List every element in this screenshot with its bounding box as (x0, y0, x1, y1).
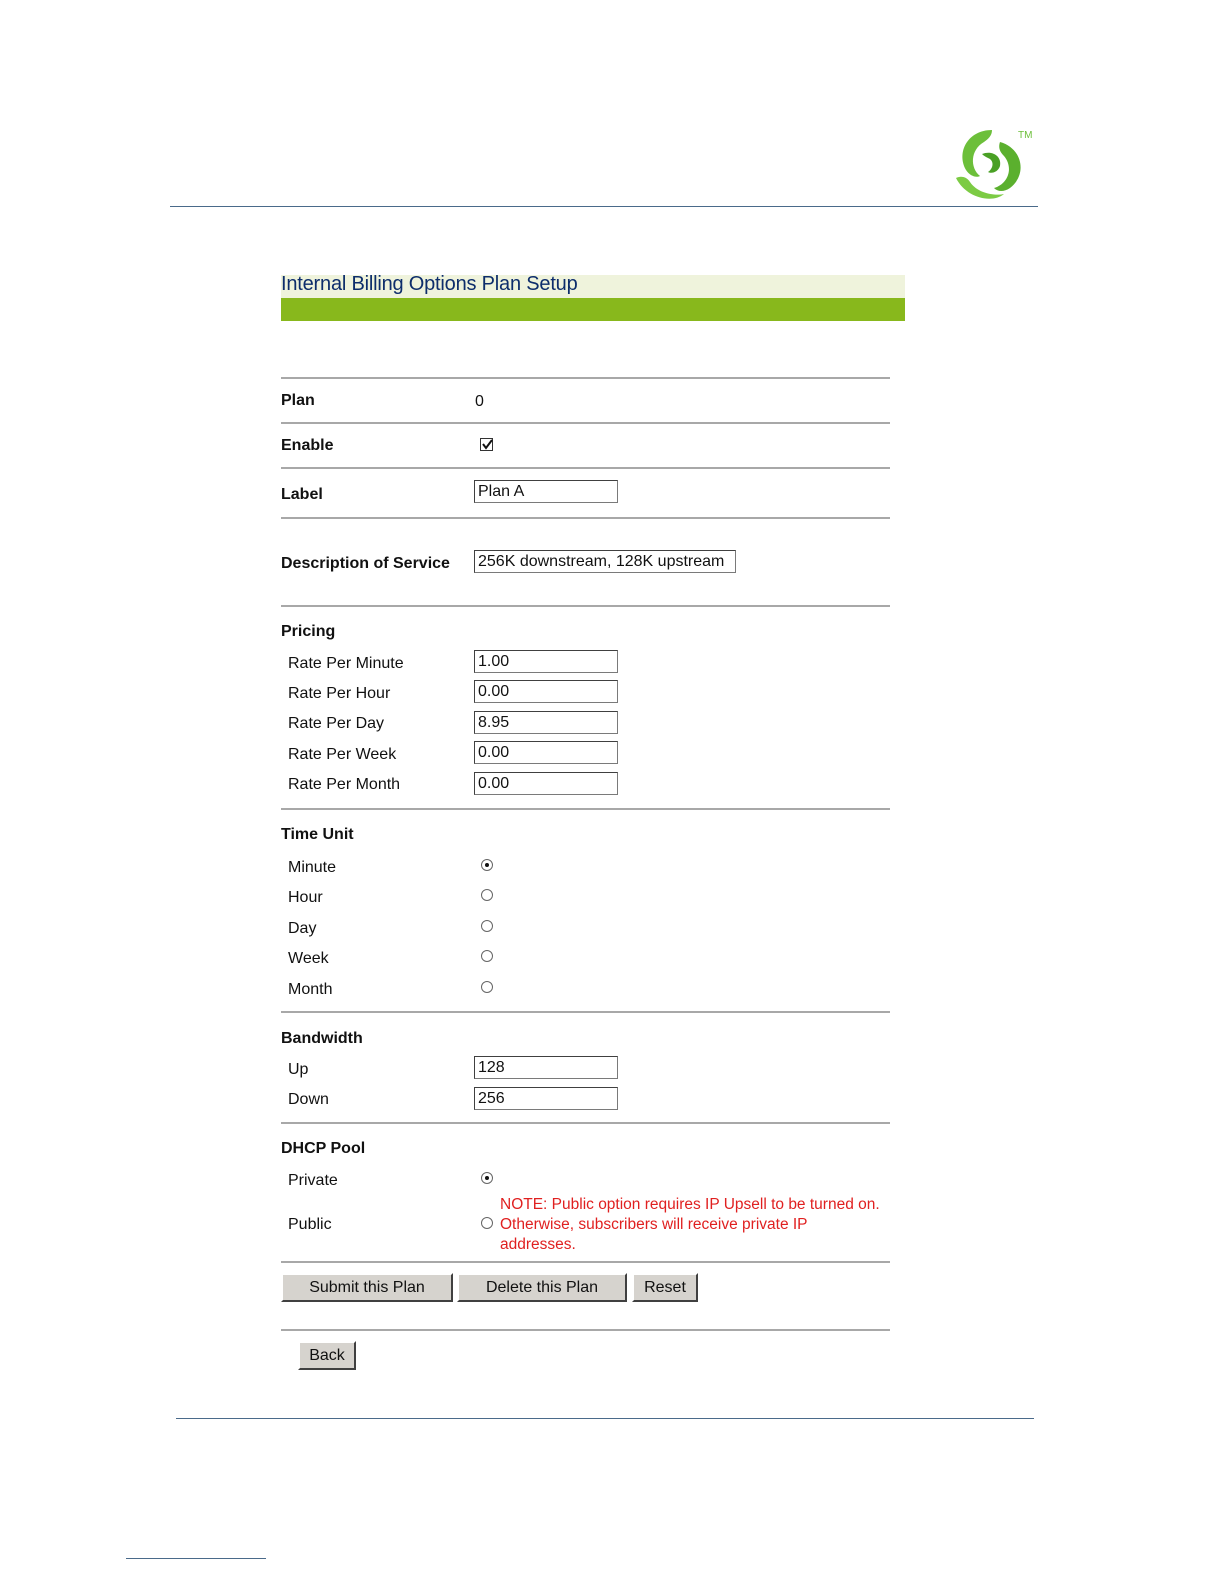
enable-checkbox[interactable] (480, 438, 493, 451)
time-unit-heading: Time Unit (281, 826, 354, 843)
rate-per-hour-label: Rate Per Hour (288, 685, 391, 702)
divider (281, 1261, 890, 1263)
divider (281, 517, 890, 519)
rate-per-week-label: Rate Per Week (288, 746, 397, 763)
dhcp-private-radio[interactable] (481, 1172, 493, 1184)
label-field-label: Label (281, 486, 323, 503)
description-label: Description of Service (281, 555, 450, 572)
enable-label: Enable (281, 437, 334, 454)
divider (281, 605, 890, 607)
brand-logo (948, 124, 1038, 204)
dhcp-heading: DHCP Pool (281, 1140, 366, 1157)
rate-per-minute-input[interactable]: 1.00 (474, 650, 618, 673)
bandwidth-heading: Bandwidth (281, 1030, 363, 1047)
back-button[interactable]: Back (298, 1341, 356, 1370)
divider (281, 1329, 890, 1331)
time-unit-month-radio[interactable] (481, 981, 493, 993)
checkmark-icon (481, 438, 494, 451)
rate-per-hour-input[interactable]: 0.00 (474, 680, 618, 703)
bandwidth-down-label: Down (288, 1091, 329, 1108)
rate-per-day-label: Rate Per Day (288, 715, 385, 732)
dhcp-public-label: Public (288, 1216, 332, 1233)
pricing-heading: Pricing (281, 623, 336, 640)
rate-per-month-input[interactable]: 0.00 (474, 772, 618, 795)
dhcp-private-label: Private (288, 1172, 338, 1189)
submit-plan-button[interactable]: Submit this Plan (281, 1273, 453, 1302)
time-unit-minute-label: Minute (288, 859, 337, 876)
rate-per-minute-label: Rate Per Minute (288, 655, 404, 672)
label-input[interactable]: Plan A (474, 480, 618, 503)
bandwidth-up-input[interactable]: 128 (474, 1056, 618, 1079)
rate-per-month-label: Rate Per Month (288, 776, 401, 793)
reset-button[interactable]: Reset (632, 1273, 698, 1302)
delete-plan-button[interactable]: Delete this Plan (457, 1273, 627, 1302)
time-unit-week-label: Week (288, 950, 329, 967)
divider (281, 377, 890, 379)
divider (281, 1011, 890, 1013)
header-divider (170, 206, 1038, 207)
swirl-logo-icon (948, 124, 1038, 204)
time-unit-hour-radio[interactable] (481, 889, 493, 901)
time-unit-hour-label: Hour (288, 889, 323, 906)
footer-divider (176, 1418, 1034, 1419)
plan-value: 0 (475, 393, 484, 410)
time-unit-day-label: Day (288, 920, 317, 937)
time-unit-day-radio[interactable] (481, 920, 493, 932)
description-input[interactable]: 256K downstream, 128K upstream (474, 550, 736, 573)
divider (281, 422, 890, 424)
footnote-rule (126, 1558, 266, 1559)
divider (281, 1122, 890, 1124)
public-option-note: NOTE: Public option requires IP Upsell to be turned on. Otherwise, subscribers will receive private IP addresses. (500, 1196, 880, 1253)
time-unit-minute-radio[interactable] (481, 859, 493, 871)
time-unit-week-radio[interactable] (481, 950, 493, 962)
dhcp-public-radio[interactable] (481, 1217, 493, 1229)
divider (281, 467, 890, 469)
bandwidth-up-label: Up (288, 1061, 309, 1078)
rate-per-day-input[interactable]: 8.95 (474, 711, 618, 734)
time-unit-month-label: Month (288, 981, 333, 998)
bandwidth-down-input[interactable]: 256 (474, 1087, 618, 1110)
title-accent-bar (281, 298, 905, 321)
page-title: Internal Billing Options Plan Setup (281, 273, 578, 295)
plan-label: Plan (281, 392, 315, 409)
divider (281, 808, 890, 810)
rate-per-week-input[interactable]: 0.00 (474, 741, 618, 764)
trademark-mark: TM (1018, 130, 1033, 141)
